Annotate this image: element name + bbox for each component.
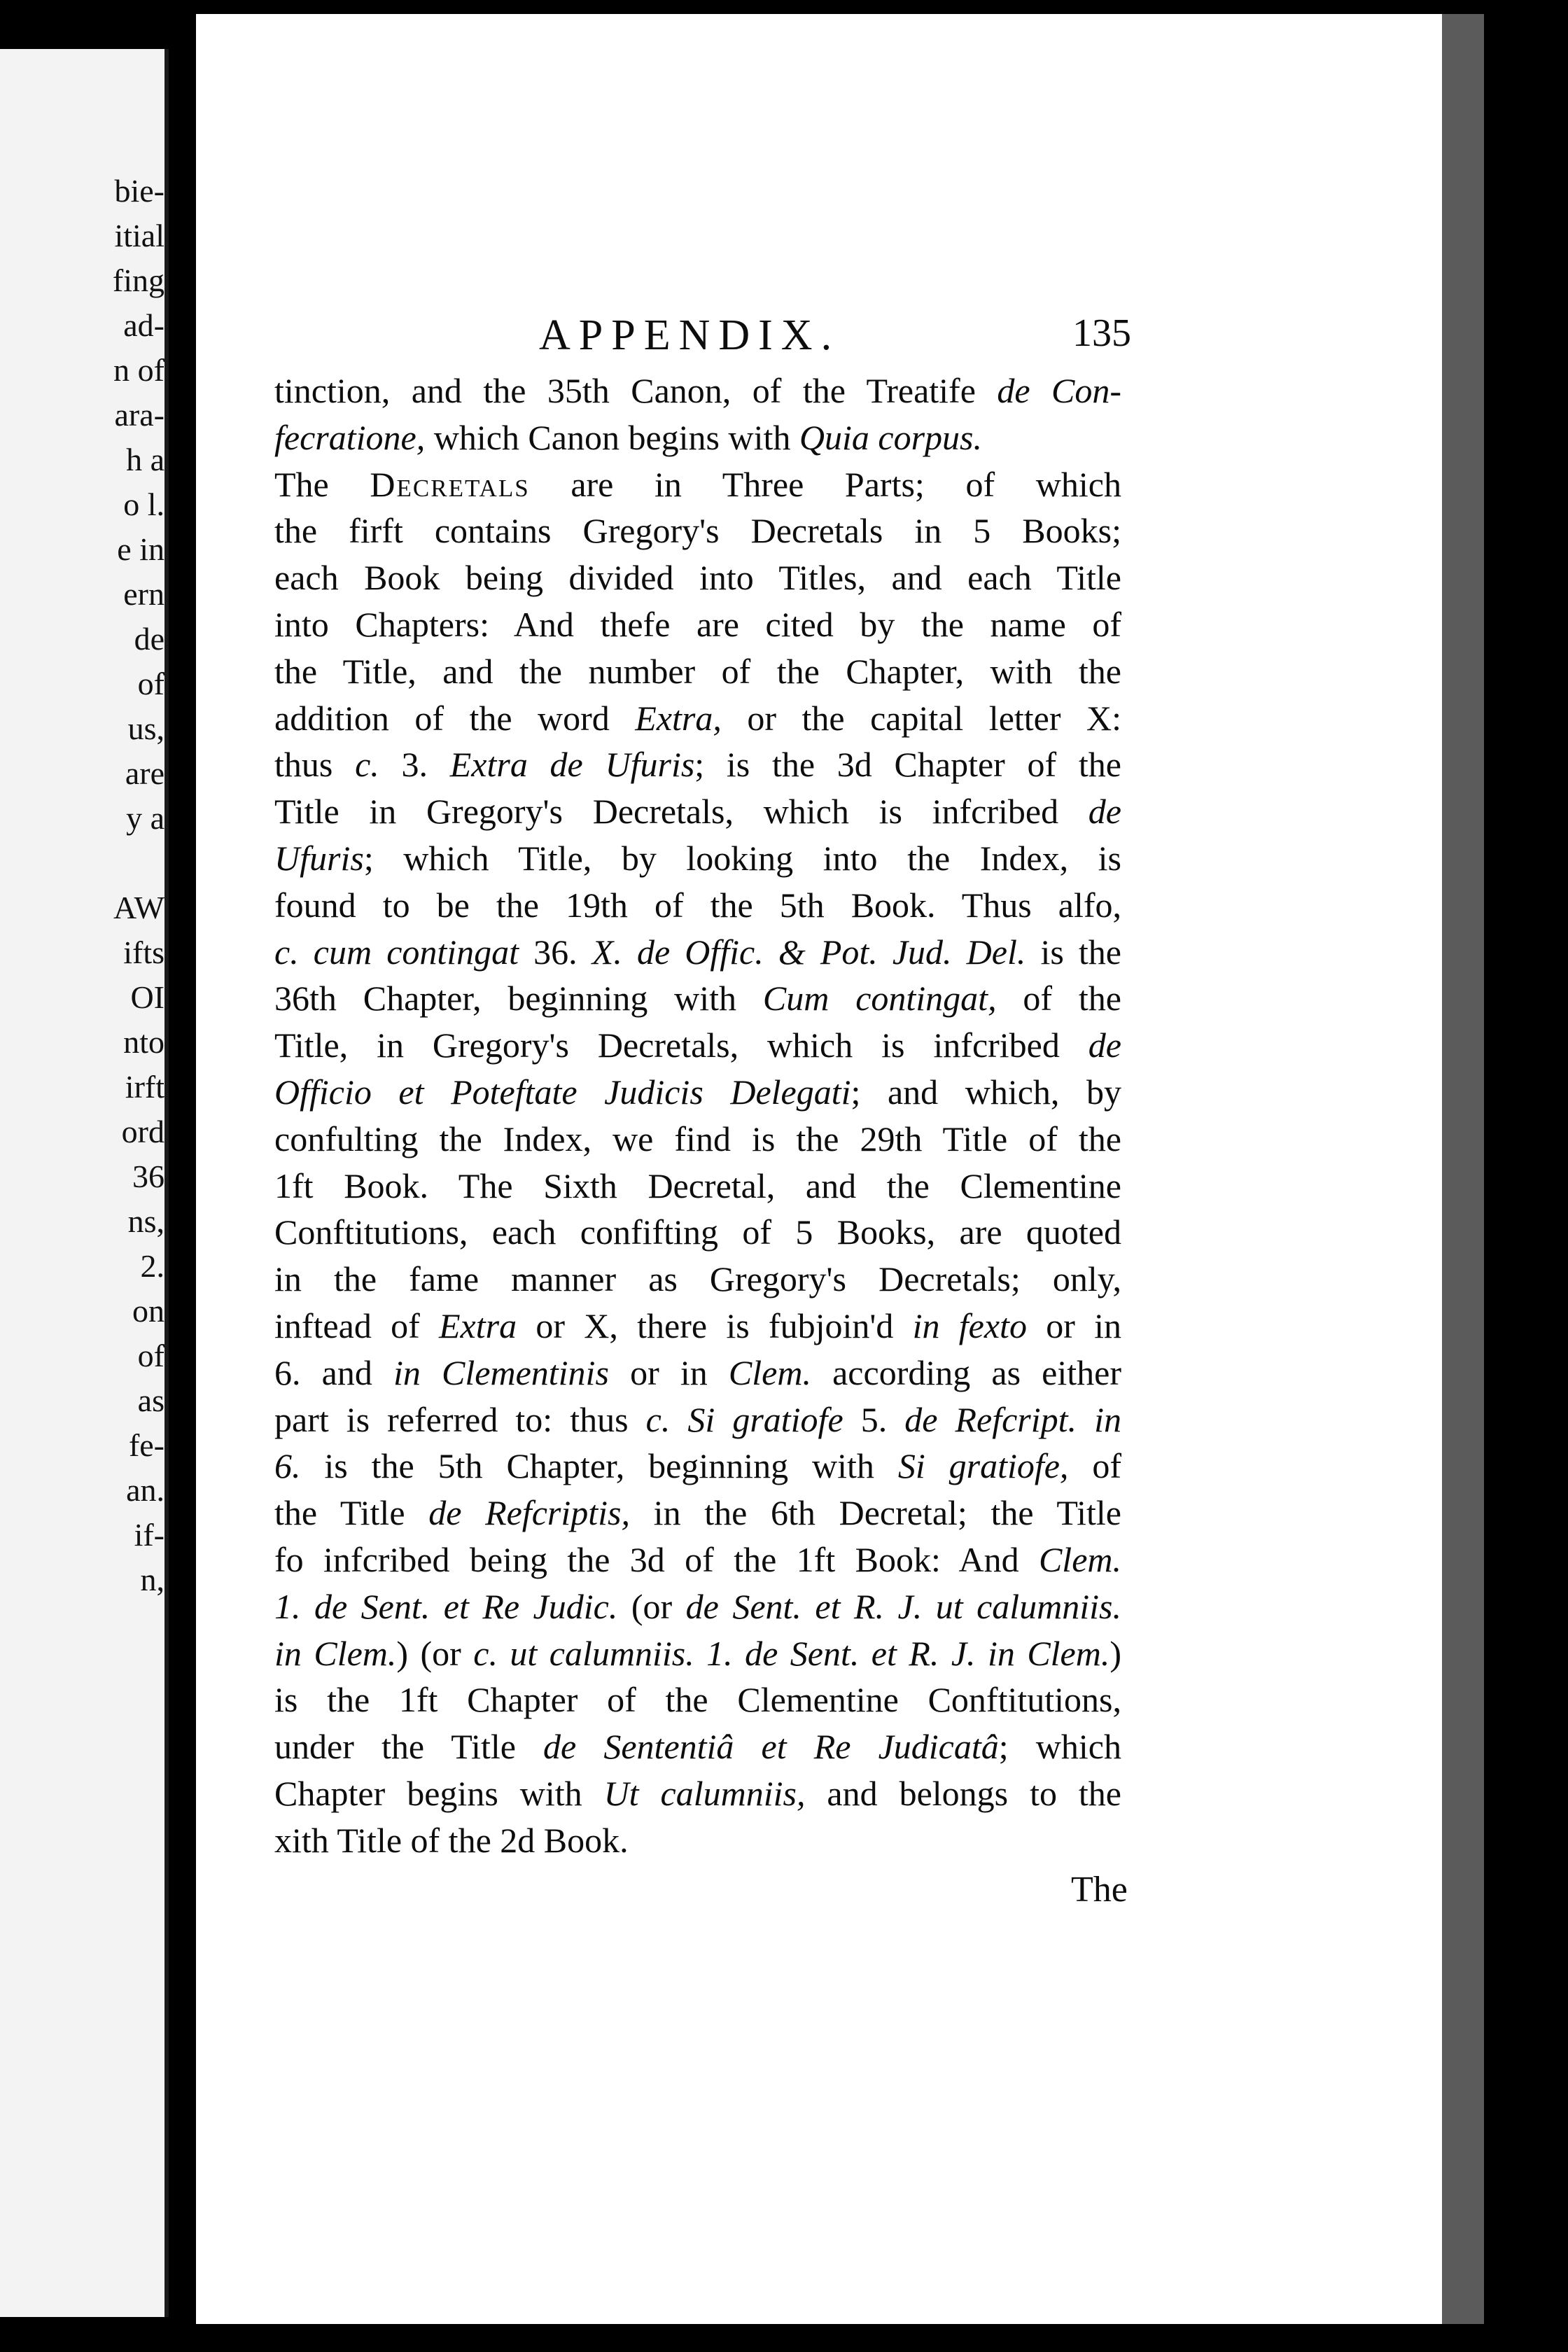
- italic-run: c.: [355, 745, 379, 785]
- text-line: [274, 601, 1121, 648]
- text-run: Conftitutions, each confifting of 5 Books, are quoted: [274, 1212, 1121, 1252]
- italic-run: c. ut calumniis. 1. de Sent. et R. J. in Clem.: [473, 1633, 1110, 1673]
- left-page-fragment: itial: [114, 218, 164, 253]
- italic-run: de Refcriptis,: [428, 1493, 630, 1533]
- left-page-fragment: ns,: [127, 1203, 164, 1239]
- italic-run: Si gratiofe,: [897, 1446, 1069, 1486]
- text-run: of: [1068, 1446, 1121, 1486]
- text-line: [274, 1536, 1121, 1583]
- text-line: [274, 695, 1121, 742]
- left-page-fragment: if-: [134, 1517, 164, 1553]
- text-run: inftead of: [274, 1306, 439, 1345]
- italic-run: fecratione,: [274, 417, 426, 457]
- italic-run: 1. de Sent. et Re Judic.: [274, 1586, 618, 1626]
- catchword: The: [1071, 1870, 1128, 1910]
- italic-run: Clem.: [728, 1352, 811, 1392]
- text-line: [274, 882, 1121, 929]
- body-text: [274, 368, 1121, 1864]
- text-run: each Book being divided into Titles, and each Title: [274, 558, 1121, 598]
- text-line: [274, 975, 1121, 1022]
- text-run: The: [274, 464, 370, 504]
- right-page-shadow: [1442, 14, 1484, 2324]
- text-line: [274, 648, 1121, 695]
- left-page-fragment: bie-: [114, 173, 164, 209]
- italic-run: Officio et Poteftate Judicis Delegati: [274, 1072, 851, 1112]
- text-line: [274, 788, 1121, 835]
- text-line: [274, 1396, 1121, 1443]
- left-page-fragment: ad-: [123, 307, 164, 343]
- text-run: 1ft Book. The Sixth Decretal, and the Clementine: [274, 1166, 1121, 1205]
- text-run: ; is the 3d Chapter of the: [694, 745, 1121, 785]
- text-line: [274, 1583, 1121, 1630]
- italic-run: de Sent. et R. J. ut calumniis.: [685, 1586, 1122, 1626]
- left-page-fragment: n,: [140, 1562, 164, 1597]
- text-run: Title in Gregory's Decretals, which is infcribed: [274, 792, 1088, 832]
- left-page-fragment: OI: [130, 979, 164, 1015]
- text-line: [274, 1256, 1121, 1303]
- left-page-fragment: are: [125, 755, 164, 791]
- left-page-fragment: y a: [126, 800, 164, 836]
- text-line: [274, 1443, 1121, 1490]
- text-run: ; which Title, by looking into the Index, is: [363, 838, 1121, 878]
- text-run: in the fame manner as Gregory's Decretals; only,: [274, 1259, 1121, 1299]
- text-line: [274, 1770, 1121, 1817]
- text-line: [274, 1116, 1121, 1163]
- text-run: is the 1ft Chapter of the Clementine Conftitutions,: [274, 1680, 1121, 1720]
- text-line: [274, 741, 1121, 788]
- text-run: Chapter begins with: [274, 1773, 604, 1813]
- left-page-fragment: 2.: [140, 1248, 164, 1284]
- text-line: [274, 835, 1121, 882]
- italic-run: in Clem.: [274, 1633, 397, 1673]
- text-run: part is referred to: thus: [274, 1399, 646, 1439]
- italic-run: 6.: [274, 1446, 301, 1486]
- text-line: [274, 507, 1121, 554]
- italic-run: de: [1088, 1026, 1121, 1065]
- left-page-fragment: as: [137, 1382, 164, 1418]
- text-line: [274, 1723, 1121, 1770]
- text-run: or X, there is fubjoin'd: [517, 1306, 913, 1345]
- text-line: [274, 1303, 1121, 1350]
- text-line: [274, 1817, 1121, 1864]
- text-run: confulting the Index, we find is the 29th Title of the: [274, 1119, 1121, 1158]
- left-page-fragment: ara-: [114, 397, 164, 433]
- text-line: [274, 461, 1121, 508]
- text-run: the Title, and the number of the Chapter, with the: [274, 651, 1121, 691]
- text-line: [274, 1350, 1121, 1396]
- italic-run: de Con-: [997, 371, 1121, 410]
- text-run: xith Title of the 2d Book.: [274, 1820, 629, 1860]
- left-page-fragment: nto: [123, 1024, 164, 1060]
- italic-run: de Sententiâ et Re Judicatâ: [543, 1727, 999, 1767]
- text-run: addition of the word: [274, 698, 636, 738]
- italic-run: in fexto: [912, 1306, 1027, 1345]
- left-page-edge: [0, 49, 169, 2317]
- left-page-fragment: of: [137, 1338, 164, 1373]
- italic-run: c. cum contingat: [274, 932, 519, 972]
- text-run: or the capital letter X:: [721, 698, 1121, 738]
- text-line: [274, 1630, 1121, 1677]
- running-head: [343, 311, 1148, 367]
- text-run: is the 5th Chapter, beginning with: [300, 1446, 898, 1486]
- text-line: [274, 1490, 1121, 1536]
- text-run: ) (or: [396, 1633, 474, 1673]
- text-run: the Title: [274, 1493, 429, 1533]
- text-run: of the: [996, 979, 1121, 1018]
- text-run: 6. and: [274, 1352, 393, 1392]
- text-run: 36.: [519, 932, 592, 972]
- italic-run: de Refcript. in: [904, 1399, 1121, 1439]
- text-run: and belongs to the: [805, 1773, 1121, 1813]
- text-run: (or: [617, 1586, 686, 1626]
- left-page-fragment: fe-: [128, 1427, 164, 1463]
- text-line: [274, 1163, 1121, 1210]
- text-run: ; which: [998, 1727, 1121, 1767]
- left-page-fragment: fing: [112, 262, 164, 298]
- text-line: [274, 1676, 1121, 1723]
- text-run: 36th Chapter, beginning with: [274, 979, 763, 1018]
- italic-run: Ufuris: [274, 838, 364, 878]
- text-run: ; and which, by: [850, 1072, 1121, 1112]
- text-run: 3.: [379, 745, 450, 785]
- text-run: thus: [274, 745, 356, 785]
- text-run: ): [1110, 1633, 1122, 1673]
- italic-run: in Clementinis: [393, 1352, 609, 1392]
- left-page-fragment: de: [134, 621, 164, 657]
- left-page-fragment: irft: [125, 1069, 164, 1105]
- text-run: according as either: [811, 1352, 1122, 1392]
- text-run: into Chapters: And thefe are cited by the name of: [274, 604, 1121, 644]
- left-page-fragment: n of: [113, 352, 164, 388]
- page-number: 135: [1072, 312, 1131, 355]
- italic-run: c. Si gratiofe: [645, 1399, 844, 1439]
- text-run: in the 6th Decretal; the Title: [630, 1493, 1121, 1533]
- text-line: [274, 1209, 1121, 1256]
- italic-run: Extra: [439, 1306, 517, 1345]
- text-line: [274, 554, 1121, 601]
- italic-run: X. de Offic. & Pot. Jud. Del.: [592, 932, 1026, 972]
- left-page-fragment: an.: [126, 1472, 164, 1508]
- italic-run: Cum contingat,: [762, 979, 997, 1018]
- text-run: found to be the 19th of the 5th Book. Thus alfo,: [274, 885, 1121, 925]
- text-run: fo infcribed being the 3d of the 1ft Book: And: [274, 1539, 1039, 1579]
- text-run: which Canon begins with: [425, 417, 799, 457]
- text-run: or in: [1026, 1306, 1122, 1345]
- text-run: are in Three Parts; of which: [529, 464, 1121, 504]
- text-run: under the Title: [274, 1727, 544, 1767]
- italic-run: Extra de Ufuris: [449, 745, 695, 785]
- left-page-fragment: ifts: [123, 934, 164, 970]
- left-page-fragment: e in: [117, 531, 164, 567]
- text-run: Title, in Gregory's Decretals, which is infcribed: [274, 1026, 1088, 1065]
- italic-run: Clem.: [1038, 1539, 1121, 1579]
- left-page-fragment: on: [132, 1293, 164, 1329]
- text-run: tinction, and the 35th Canon, of the Treatife: [274, 371, 997, 410]
- left-page-fragment: of: [137, 666, 164, 701]
- italic-run: Extra,: [635, 698, 722, 738]
- text-line: [274, 1022, 1121, 1069]
- italic-run: Quia corpus.: [799, 417, 982, 457]
- italic-run: Ut calumniis,: [603, 1773, 806, 1813]
- text-line: [274, 368, 1121, 414]
- text-run: is the: [1026, 932, 1122, 972]
- text-run: or in: [608, 1352, 729, 1392]
- text-run: 5.: [843, 1399, 905, 1439]
- left-page-fragment: ern: [123, 576, 164, 612]
- left-page-fragment: 36: [132, 1158, 164, 1194]
- left-page-fragment: h a: [126, 442, 164, 477]
- text-line: [274, 1069, 1121, 1116]
- running-head-title: APPENDIX.: [539, 312, 841, 359]
- text-line: [274, 929, 1121, 976]
- left-page-fragment: us,: [127, 710, 164, 746]
- text-line: [274, 414, 1121, 461]
- left-page-fragment: ord: [121, 1114, 164, 1149]
- left-page-fragment: o l.: [123, 486, 164, 522]
- italic-run: de: [1088, 792, 1121, 832]
- text-run: the firft contains Gregory's Decretals in 5 Books;: [274, 511, 1121, 551]
- text-run: Decretals: [370, 464, 530, 504]
- left-page-fragment: AW: [113, 890, 164, 925]
